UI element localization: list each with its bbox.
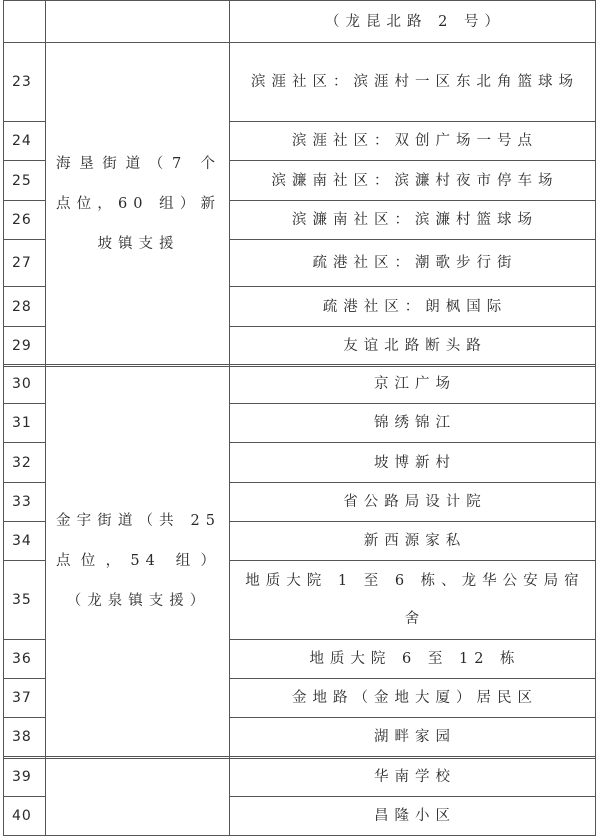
location-cell: 华南学校 xyxy=(374,768,456,785)
row-number: 33 xyxy=(12,494,32,510)
location-cell: 金地路（金地大厦）居民区 xyxy=(292,690,538,706)
location-cell: 昌隆小区 xyxy=(374,808,456,824)
street-group-cell xyxy=(46,1,229,42)
location-cell: 滨涯社区：双创广场一号点 xyxy=(292,133,538,149)
location-cell: 湖畔家园 xyxy=(374,729,456,745)
row-number: 38 xyxy=(12,729,32,745)
table-vertical-border-3 xyxy=(595,0,596,836)
location-cell: 滨濂南社区：滨濂村篮球场 xyxy=(292,212,538,228)
row-number: 27 xyxy=(12,255,32,271)
location-cell: 京江广场 xyxy=(374,376,456,392)
location-cell: 坡博新村 xyxy=(374,454,456,471)
row-number: 37 xyxy=(12,690,32,706)
location-cell: 锦绣锦江 xyxy=(374,415,456,431)
location-cell: 疏港社区：朗枫国际 xyxy=(322,298,508,315)
row-number: 34 xyxy=(12,533,32,549)
row-number xyxy=(4,1,45,42)
row-number: 28 xyxy=(12,298,32,315)
location-cell: 友谊北路断头路 xyxy=(343,337,487,354)
location-cell: 疏港社区：潮歌步行街 xyxy=(312,255,518,271)
row-number: 36 xyxy=(12,651,32,667)
location-cell: 滨涯社区：滨涯村一区东北角篮球场 xyxy=(251,74,579,90)
row-number: 31 xyxy=(12,415,32,431)
location-cell: 新西源家私 xyxy=(363,533,467,549)
row-number: 40 xyxy=(12,808,32,824)
location-cell: 地质大院 1 至 6 栋、龙华公安局宿舍 xyxy=(245,573,585,627)
row-number: 39 xyxy=(12,768,32,785)
row-number: 32 xyxy=(12,454,32,471)
location-cell: （龙昆北路 2 号） xyxy=(325,13,505,30)
location-cell: 省公路局设计院 xyxy=(343,494,487,510)
table-horizontal-border xyxy=(3,835,596,836)
row-number: 30 xyxy=(12,376,32,392)
row-number: 25 xyxy=(12,172,32,189)
row-number: 23 xyxy=(12,74,32,90)
location-cell: 滨濂南社区：滨濂村夜市停车场 xyxy=(271,172,559,189)
street-group-cell: 海垦街道（7 个点位，60 组）新坡镇支援 xyxy=(56,155,221,252)
location-cell: 地质大院 6 至 12 栋 xyxy=(309,651,521,667)
row-number: 29 xyxy=(12,337,32,354)
row-number: 24 xyxy=(12,133,32,149)
street-group-cell xyxy=(46,757,229,835)
row-number: 26 xyxy=(12,212,32,228)
street-group-cell: 金宇街道（共 25 点位，54 组）（龙泉镇支援） xyxy=(56,512,221,609)
row-number: 35 xyxy=(12,592,32,608)
